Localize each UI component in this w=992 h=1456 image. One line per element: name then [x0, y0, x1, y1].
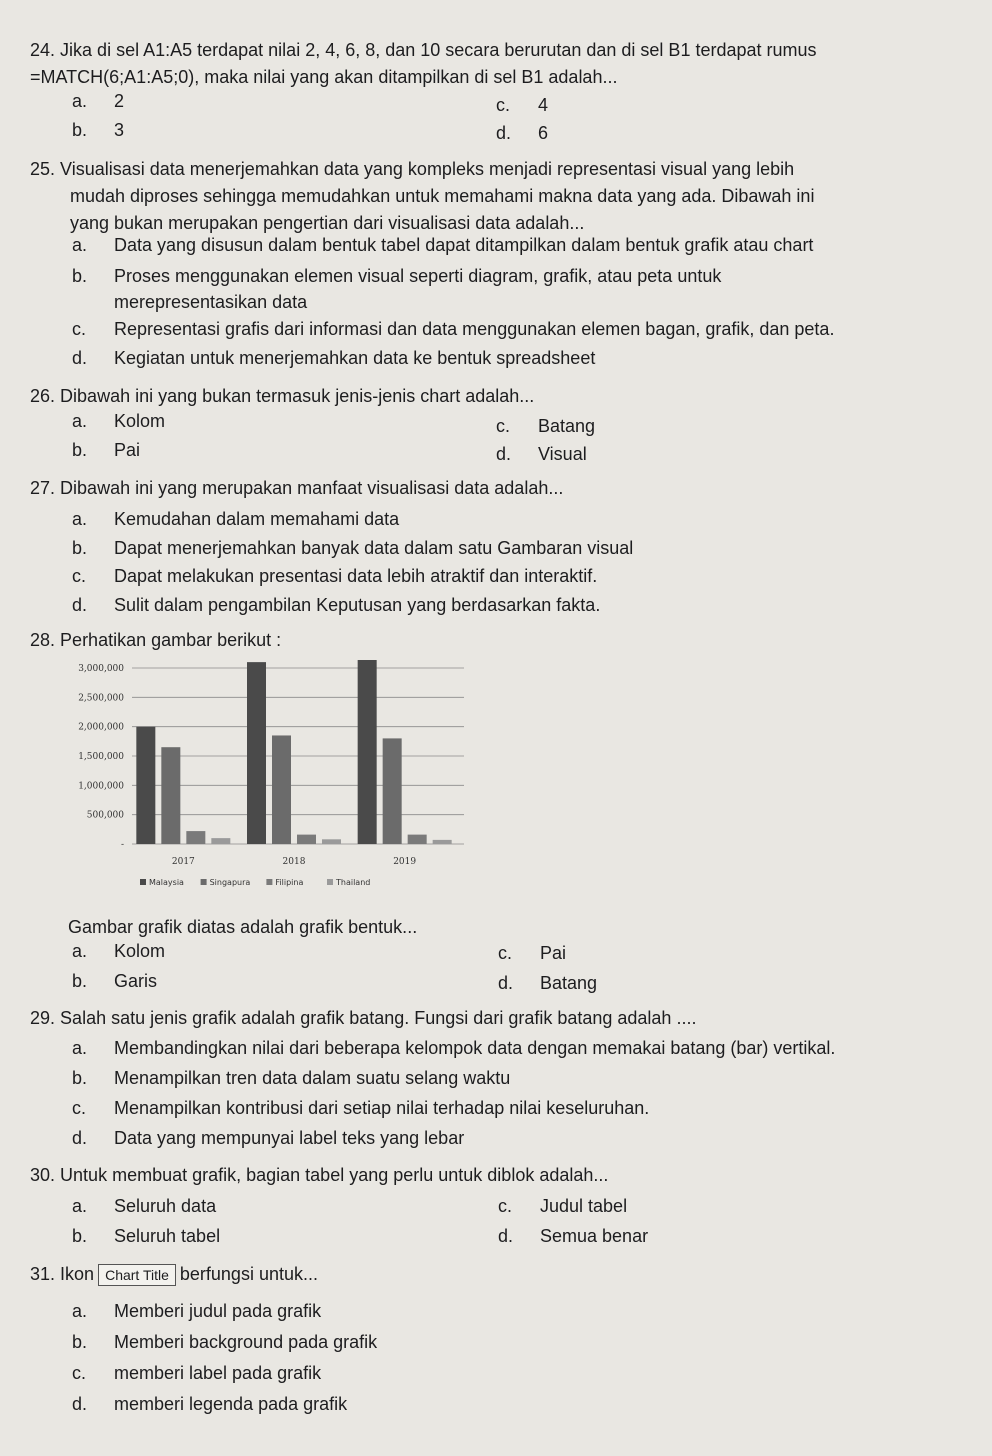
y-tick-label: 500,000	[86, 810, 124, 821]
legend-label: Thailand	[336, 878, 371, 887]
bar-filipina-2019	[408, 835, 427, 844]
chart-title-icon: Chart Title	[98, 1264, 176, 1286]
y-tick-label: 1,500,000	[78, 752, 124, 762]
y-tick-label: 2,500,000	[78, 693, 124, 704]
option-25d[interactable]: d. Kegiatan untuk menerjemahkan data ke bentuk spreadsheet	[72, 348, 596, 368]
option-25a[interactable]: a. Data yang disusun dalam bentuk tabel dapat ditampilkan dalam bentuk grafik atau chart	[72, 235, 814, 255]
legend-label: Filipina	[275, 878, 304, 887]
option-31d[interactable]: d. memberi legenda pada grafik	[72, 1394, 348, 1414]
option-29c[interactable]: c. Menampilkan kontribusi dari setiap nilai terhadap nilai keseluruhan.	[72, 1098, 650, 1118]
y-tick-label: 1,000,000	[78, 781, 124, 792]
bar-thailand-2019	[433, 840, 452, 844]
option-25b-cont: merepresentasikan data	[114, 292, 308, 312]
option-27d[interactable]: d. Sulit dalam pengambilan Keputusan yang berdasarkan fakta.	[72, 595, 601, 615]
option-29a[interactable]: a. Membandingkan nilai dari beberapa kelompok data dengan memakai batang (bar) vertikal.	[72, 1038, 836, 1058]
option-31b[interactable]: b. Memberi background pada grafik	[72, 1332, 378, 1352]
question-25	[30, 156, 975, 237]
option-28a[interactable]: a. Kolom	[72, 941, 166, 961]
option-30c[interactable]: c. Judul tabel	[498, 1196, 628, 1216]
question-29-line-1: 29. Salah satu jenis grafik adalah grafik batang. Fungsi dari grafik batang adalah ....	[30, 1008, 697, 1028]
question-28	[30, 627, 975, 654]
option-31c[interactable]: c. memberi label pada grafik	[72, 1363, 322, 1383]
legend-swatch	[201, 879, 207, 885]
legend-swatch	[140, 879, 146, 885]
question-28-after: Gambar grafik diatas adalah grafik bentuk...	[68, 917, 418, 937]
option-24a[interactable]: a. 2	[72, 91, 125, 111]
option-28b[interactable]: b. Garis	[72, 971, 158, 991]
option-24b[interactable]: b. 3	[72, 120, 125, 140]
y-tick-label: -	[120, 840, 124, 850]
bar-malaysia-2019	[358, 660, 377, 844]
y-tick-label: 3,000,000	[78, 664, 124, 674]
option-30d[interactable]: d. Semua benar	[498, 1226, 649, 1246]
option-25b[interactable]: b. Proses menggunakan elemen visual seperti diagram, grafik, atau peta untuk	[72, 266, 722, 286]
bar-chart	[68, 660, 468, 900]
bar-thailand-2017	[211, 838, 230, 844]
option-29b[interactable]: b. Menampilkan tren data dalam suatu selang waktu	[72, 1068, 511, 1088]
option-25c[interactable]: c. Representasi grafis dari informasi dan data menggunakan elemen bagan, grafik, dan peta.	[72, 319, 835, 339]
bar-malaysia-2018	[247, 662, 266, 844]
legend-swatch	[266, 879, 272, 885]
x-tick-label: 2019	[393, 857, 417, 867]
question-26-line-1: 26. Dibawah ini yang bukan termasuk jenis-jenis chart adalah...	[30, 386, 535, 406]
option-31a[interactable]: a. Memberi judul pada grafik	[72, 1301, 322, 1321]
question-24	[30, 37, 975, 91]
question-27-line-1: 27. Dibawah ini yang merupakan manfaat visualisasi data adalah...	[30, 478, 564, 498]
option-28c[interactable]: c. Pai	[498, 943, 567, 963]
option-29d[interactable]: d. Data yang mempunyai label teks yang lebar	[72, 1128, 465, 1148]
bar-filipina-2017	[186, 831, 205, 844]
option-26b[interactable]: b. Pai	[72, 440, 141, 460]
legend-label: Singapura	[209, 878, 251, 887]
bar-chart-svg	[68, 660, 468, 900]
question-25-line-2: mudah diproses sehingga memudahkan untuk memahami makna data yang ada. Dibawah ini	[70, 186, 815, 206]
option-30a[interactable]: a. Seluruh data	[72, 1196, 217, 1216]
bar-malaysia-2017	[136, 727, 155, 844]
question-30-line-1: 30. Untuk membuat grafik, bagian tabel yang perlu untuk diblok adalah...	[30, 1165, 609, 1185]
bar-singapura-2019	[383, 738, 402, 844]
option-26c[interactable]: c. Batang	[496, 416, 596, 436]
option-24d[interactable]: d. 6	[496, 123, 549, 143]
question-28-line-1: 28. Perhatikan gambar berikut :	[30, 630, 282, 650]
bar-filipina-2018	[297, 835, 316, 844]
option-26a[interactable]: a. Kolom	[72, 411, 166, 431]
option-27a[interactable]: a. Kemudahan dalam memahami data	[72, 509, 400, 529]
question-25-line-1: 25. Visualisasi data menerjemahkan data yang kompleks menjadi representasi visual yang lebih	[30, 159, 795, 179]
bar-thailand-2018	[322, 839, 341, 844]
y-tick-label: 2,000,000	[78, 722, 124, 733]
option-24c[interactable]: c. 4	[496, 95, 549, 115]
question-24-line-2: =MATCH(6;A1:A5;0), maka nilai yang akan ditampilkan di sel B1 adalah...	[30, 67, 618, 87]
option-27c[interactable]: c. Dapat melakukan presentasi data lebih atraktif dan interaktif.	[72, 566, 598, 586]
question-31-line-1: 31. Ikon Chart Title berfungsi untuk...	[30, 1264, 318, 1284]
legend-swatch	[327, 879, 333, 885]
question-29	[30, 1005, 975, 1032]
option-26d[interactable]: d. Visual	[496, 444, 587, 464]
question-24-line-1: 24. Jika di sel A1:A5 terdapat nilai 2, 4, 6, 8, dan 10 secara berurutan dan di sel B1 terdapat rumus	[30, 40, 817, 60]
question-31	[30, 1261, 975, 1288]
question-30	[30, 1162, 975, 1189]
question-26	[30, 383, 975, 410]
x-tick-label: 2018	[282, 857, 306, 867]
bar-singapura-2018	[272, 735, 291, 844]
bar-singapura-2017	[161, 747, 180, 844]
legend-label: Malaysia	[149, 878, 184, 887]
question-27	[30, 475, 975, 502]
x-tick-label: 2017	[171, 857, 195, 867]
option-30b[interactable]: b. Seluruh tabel	[72, 1226, 221, 1246]
option-27b[interactable]: b. Dapat menerjemahkan banyak data dalam satu Gambaran visual	[72, 538, 634, 558]
option-28d[interactable]: d. Batang	[498, 973, 598, 993]
question-25-line-3: yang bukan merupakan pengertian dari visualisasi data adalah...	[70, 213, 585, 233]
